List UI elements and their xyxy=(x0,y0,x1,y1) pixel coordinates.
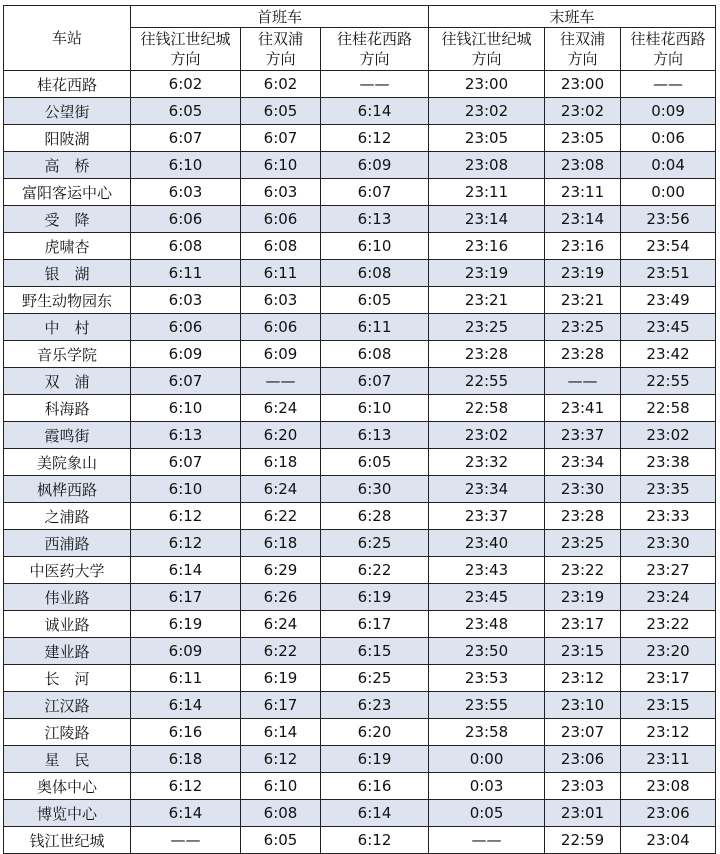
train-time: 23:19 xyxy=(545,584,621,611)
train-time: 23:28 xyxy=(429,341,545,368)
train-time: 0:06 xyxy=(621,125,716,152)
train-time: 6:07 xyxy=(241,125,321,152)
train-time: 6:08 xyxy=(321,260,429,287)
table-row xyxy=(4,71,716,98)
station-name: 钱江世纪城 xyxy=(4,827,131,854)
train-time: 23:28 xyxy=(545,341,621,368)
train-time: 6:17 xyxy=(131,584,241,611)
train-time: 23:30 xyxy=(545,476,621,503)
station-name: 伟业路 xyxy=(4,584,131,611)
train-time: 6:17 xyxy=(241,692,321,719)
station-name: 富阳客运中心 xyxy=(4,179,131,206)
train-time: 6:14 xyxy=(131,692,241,719)
train-time: 6:02 xyxy=(241,71,321,98)
train-time: 6:12 xyxy=(321,125,429,152)
table-row xyxy=(4,368,716,395)
train-time: 23:14 xyxy=(545,206,621,233)
train-time: 0:05 xyxy=(429,800,545,827)
direction-suffix: 方向 xyxy=(471,50,502,68)
direction-suffix: 方向 xyxy=(567,50,598,68)
direction-header xyxy=(545,28,621,71)
direction-header xyxy=(429,28,545,71)
train-time: 6:05 xyxy=(321,287,429,314)
train-time: 6:08 xyxy=(241,800,321,827)
table-row xyxy=(4,449,716,476)
train-time: 23:35 xyxy=(621,476,716,503)
train-time: 23:50 xyxy=(429,638,545,665)
table-row xyxy=(4,314,716,341)
train-time: 6:12 xyxy=(131,773,241,800)
table-row xyxy=(4,98,716,125)
train-time: 23:42 xyxy=(621,341,716,368)
station-name: 野生动物园东 xyxy=(4,287,131,314)
train-time: 23:53 xyxy=(429,665,545,692)
train-time: 6:08 xyxy=(321,341,429,368)
train-time: 23:14 xyxy=(429,206,545,233)
train-time: 6:18 xyxy=(131,746,241,773)
station-name: 奥体中心 xyxy=(4,773,131,800)
table-row xyxy=(4,125,716,152)
train-time: 6:09 xyxy=(241,341,321,368)
station-name: 诚业路 xyxy=(4,611,131,638)
train-time: 6:10 xyxy=(321,233,429,260)
direction-suffix: 方向 xyxy=(170,50,201,68)
direction-header xyxy=(621,28,716,71)
station-name: 枫桦西路 xyxy=(4,476,131,503)
train-time: 23:45 xyxy=(621,314,716,341)
train-time: 6:15 xyxy=(321,638,429,665)
table-row xyxy=(4,422,716,449)
direction-suffix: 方向 xyxy=(265,50,296,68)
train-time: 23:15 xyxy=(621,692,716,719)
train-time: 23:11 xyxy=(545,179,621,206)
train-time: 23:08 xyxy=(621,773,716,800)
train-time: 23:48 xyxy=(429,611,545,638)
train-time: 6:20 xyxy=(321,719,429,746)
train-time: 6:22 xyxy=(241,503,321,530)
table-row xyxy=(4,638,716,665)
train-time: —— xyxy=(131,827,241,854)
train-time: 6:08 xyxy=(241,233,321,260)
station-name: 长 河 xyxy=(4,665,131,692)
train-time: 6:07 xyxy=(131,125,241,152)
train-time: 6:23 xyxy=(321,692,429,719)
train-time: 23:56 xyxy=(621,206,716,233)
table-row xyxy=(4,476,716,503)
table-row xyxy=(4,800,716,827)
train-time: 23:02 xyxy=(621,422,716,449)
station-name: 博览中心 xyxy=(4,800,131,827)
train-time: 6:07 xyxy=(131,449,241,476)
train-time: 23:05 xyxy=(545,125,621,152)
train-time: 6:13 xyxy=(321,206,429,233)
direction-label: 往桂花西路 xyxy=(337,30,413,48)
train-time: 23:37 xyxy=(545,422,621,449)
station-name: 科海路 xyxy=(4,395,131,422)
train-time: 6:17 xyxy=(321,611,429,638)
train-time: 23:54 xyxy=(621,233,716,260)
train-time: 6:07 xyxy=(321,368,429,395)
train-time: 6:13 xyxy=(131,422,241,449)
train-time: 23:08 xyxy=(429,152,545,179)
train-time: 6:05 xyxy=(131,98,241,125)
direction-header xyxy=(321,28,429,71)
train-time: 23:30 xyxy=(621,530,716,557)
train-time: 0:00 xyxy=(621,179,716,206)
train-time: 6:19 xyxy=(321,746,429,773)
train-time: 6:05 xyxy=(241,827,321,854)
station-name: 虎啸杏 xyxy=(4,233,131,260)
train-time: 6:16 xyxy=(131,719,241,746)
train-time: —— xyxy=(545,368,621,395)
train-time: 6:08 xyxy=(131,233,241,260)
train-time: 6:12 xyxy=(321,827,429,854)
train-time: 23:12 xyxy=(621,719,716,746)
table-row xyxy=(4,503,716,530)
station-name: 星 民 xyxy=(4,746,131,773)
train-time: 6:29 xyxy=(241,557,321,584)
station-name: 西浦路 xyxy=(4,530,131,557)
station-name: 受 降 xyxy=(4,206,131,233)
train-time: —— xyxy=(429,827,545,854)
train-time: 6:19 xyxy=(131,611,241,638)
train-time: 6:03 xyxy=(241,179,321,206)
train-time: 23:21 xyxy=(545,287,621,314)
train-time: 23:02 xyxy=(545,98,621,125)
train-time: 23:20 xyxy=(621,638,716,665)
train-time: 23:43 xyxy=(429,557,545,584)
table-row xyxy=(4,773,716,800)
train-time: 6:19 xyxy=(241,665,321,692)
last-train-header: 末班车 xyxy=(429,6,716,28)
train-time: 6:12 xyxy=(241,746,321,773)
train-time: 23:37 xyxy=(429,503,545,530)
train-time: 6:16 xyxy=(321,773,429,800)
train-time: 6:03 xyxy=(131,287,241,314)
train-time: 0:00 xyxy=(429,746,545,773)
train-time: 6:10 xyxy=(131,395,241,422)
table-row xyxy=(4,827,716,854)
station-name: 桂花西路 xyxy=(4,71,131,98)
station-name: 江汉路 xyxy=(4,692,131,719)
train-time: 23:16 xyxy=(429,233,545,260)
train-time: 6:18 xyxy=(241,530,321,557)
train-time: 6:10 xyxy=(131,476,241,503)
train-time: 23:02 xyxy=(429,422,545,449)
train-time: 23:45 xyxy=(429,584,545,611)
train-time: 6:03 xyxy=(131,179,241,206)
train-time: 23:22 xyxy=(545,557,621,584)
station-name: 中医药大学 xyxy=(4,557,131,584)
train-time: 0:09 xyxy=(621,98,716,125)
train-time: 6:09 xyxy=(131,638,241,665)
train-time: 6:05 xyxy=(321,449,429,476)
train-time: 23:05 xyxy=(429,125,545,152)
train-time: 6:22 xyxy=(321,557,429,584)
train-time: 23:00 xyxy=(545,71,621,98)
direction-label: 往双浦 xyxy=(257,30,303,48)
train-time: 23:17 xyxy=(621,665,716,692)
train-time: 6:20 xyxy=(241,422,321,449)
train-time: 23:49 xyxy=(621,287,716,314)
train-time: 23:15 xyxy=(545,638,621,665)
station-name: 江陵路 xyxy=(4,719,131,746)
train-time: 23:27 xyxy=(621,557,716,584)
direction-header xyxy=(241,28,321,71)
train-time: 6:14 xyxy=(131,557,241,584)
table-row xyxy=(4,233,716,260)
train-time: 6:28 xyxy=(321,503,429,530)
table-row xyxy=(4,584,716,611)
station-name: 阳陂湖 xyxy=(4,125,131,152)
train-time: 23:25 xyxy=(545,530,621,557)
train-time: 22:58 xyxy=(621,395,716,422)
train-time: —— xyxy=(241,368,321,395)
station-name: 建业路 xyxy=(4,638,131,665)
train-time: 6:12 xyxy=(131,503,241,530)
table-row xyxy=(4,665,716,692)
train-time: 23:34 xyxy=(429,476,545,503)
train-time: 6:14 xyxy=(321,800,429,827)
train-time: 6:07 xyxy=(131,368,241,395)
table-row xyxy=(4,530,716,557)
train-time: 6:10 xyxy=(321,395,429,422)
train-time: 6:22 xyxy=(241,638,321,665)
station-name: 高 桥 xyxy=(4,152,131,179)
station-name: 音乐学院 xyxy=(4,341,131,368)
direction-label: 往钱江世纪城 xyxy=(441,30,532,48)
train-time: 6:03 xyxy=(241,287,321,314)
table-row xyxy=(4,152,716,179)
train-time: 23:01 xyxy=(545,800,621,827)
train-time: 22:59 xyxy=(545,827,621,854)
train-time: 6:11 xyxy=(131,665,241,692)
train-time: 6:14 xyxy=(131,800,241,827)
first-train-header: 首班车 xyxy=(131,6,429,28)
station-name: 银 湖 xyxy=(4,260,131,287)
direction-suffix: 方向 xyxy=(359,50,390,68)
train-time: 6:26 xyxy=(241,584,321,611)
train-time: 6:14 xyxy=(321,98,429,125)
direction-header xyxy=(131,28,241,71)
train-time: 23:11 xyxy=(621,746,716,773)
train-time: 6:25 xyxy=(321,665,429,692)
train-time: 6:11 xyxy=(241,260,321,287)
train-time: 23:06 xyxy=(621,800,716,827)
train-time: 23:06 xyxy=(545,746,621,773)
train-time: 6:10 xyxy=(241,773,321,800)
table-row xyxy=(4,179,716,206)
train-time: 6:24 xyxy=(241,611,321,638)
table-row xyxy=(4,692,716,719)
train-time: 6:10 xyxy=(241,152,321,179)
train-time: 23:28 xyxy=(545,503,621,530)
train-time: 22:58 xyxy=(429,395,545,422)
train-time: 23:00 xyxy=(429,71,545,98)
train-time: 23:02 xyxy=(429,98,545,125)
direction-suffix: 方向 xyxy=(653,50,684,68)
train-time: 23:16 xyxy=(545,233,621,260)
table-row xyxy=(4,719,716,746)
train-time: 6:14 xyxy=(241,719,321,746)
table-row xyxy=(4,206,716,233)
train-time: —— xyxy=(621,71,716,98)
train-time: 6:07 xyxy=(321,179,429,206)
train-time: 6:10 xyxy=(131,152,241,179)
train-time: 6:24 xyxy=(241,476,321,503)
train-time: 23:17 xyxy=(545,611,621,638)
train-time: 23:04 xyxy=(621,827,716,854)
train-time: 23:21 xyxy=(429,287,545,314)
train-time: 23:10 xyxy=(545,692,621,719)
train-time: 6:06 xyxy=(241,314,321,341)
train-time: 0:04 xyxy=(621,152,716,179)
train-time: 23:51 xyxy=(621,260,716,287)
station-header: 车站 xyxy=(4,6,131,71)
train-time: 22:55 xyxy=(429,368,545,395)
train-time: 6:09 xyxy=(321,152,429,179)
train-time: 6:06 xyxy=(131,314,241,341)
train-time: 23:55 xyxy=(429,692,545,719)
direction-label: 往钱江世纪城 xyxy=(140,30,231,48)
train-time: 23:25 xyxy=(545,314,621,341)
direction-label: 往双浦 xyxy=(560,30,606,48)
train-time: 6:24 xyxy=(241,395,321,422)
train-time: 23:22 xyxy=(621,611,716,638)
train-time: 23:12 xyxy=(545,665,621,692)
train-time: 6:13 xyxy=(321,422,429,449)
train-time: 23:34 xyxy=(545,449,621,476)
train-time: 6:11 xyxy=(321,314,429,341)
train-time: 23:24 xyxy=(621,584,716,611)
train-time: 23:41 xyxy=(545,395,621,422)
train-time: 23:38 xyxy=(621,449,716,476)
timetable xyxy=(3,5,716,854)
station-name: 霞鸣街 xyxy=(4,422,131,449)
train-time: 6:05 xyxy=(241,98,321,125)
train-time: 23:08 xyxy=(545,152,621,179)
table-row xyxy=(4,395,716,422)
train-time: 6:25 xyxy=(321,530,429,557)
train-time: 22:55 xyxy=(621,368,716,395)
train-time: 6:30 xyxy=(321,476,429,503)
train-time: 23:07 xyxy=(545,719,621,746)
table-row xyxy=(4,557,716,584)
table-row xyxy=(4,287,716,314)
train-time: 6:02 xyxy=(131,71,241,98)
station-name: 公望街 xyxy=(4,98,131,125)
train-time: 23:19 xyxy=(429,260,545,287)
train-time: 23:03 xyxy=(545,773,621,800)
train-time: 23:40 xyxy=(429,530,545,557)
train-time: 6:19 xyxy=(321,584,429,611)
station-name: 中 村 xyxy=(4,314,131,341)
table-row xyxy=(4,260,716,287)
station-name: 美院象山 xyxy=(4,449,131,476)
train-time: 23:25 xyxy=(429,314,545,341)
direction-label: 往桂花西路 xyxy=(630,30,706,48)
station-name: 双 浦 xyxy=(4,368,131,395)
train-time: 6:12 xyxy=(131,530,241,557)
station-name: 之浦路 xyxy=(4,503,131,530)
train-time: 23:33 xyxy=(621,503,716,530)
table-row xyxy=(4,746,716,773)
train-time: 6:09 xyxy=(131,341,241,368)
train-time: —— xyxy=(321,71,429,98)
train-time: 23:58 xyxy=(429,719,545,746)
train-time: 0:03 xyxy=(429,773,545,800)
train-time: 23:11 xyxy=(429,179,545,206)
table-row xyxy=(4,611,716,638)
train-time: 6:06 xyxy=(241,206,321,233)
train-time: 23:32 xyxy=(429,449,545,476)
train-time: 23:19 xyxy=(545,260,621,287)
train-time: 6:11 xyxy=(131,260,241,287)
train-time: 6:06 xyxy=(131,206,241,233)
train-time: 6:18 xyxy=(241,449,321,476)
table-row xyxy=(4,341,716,368)
